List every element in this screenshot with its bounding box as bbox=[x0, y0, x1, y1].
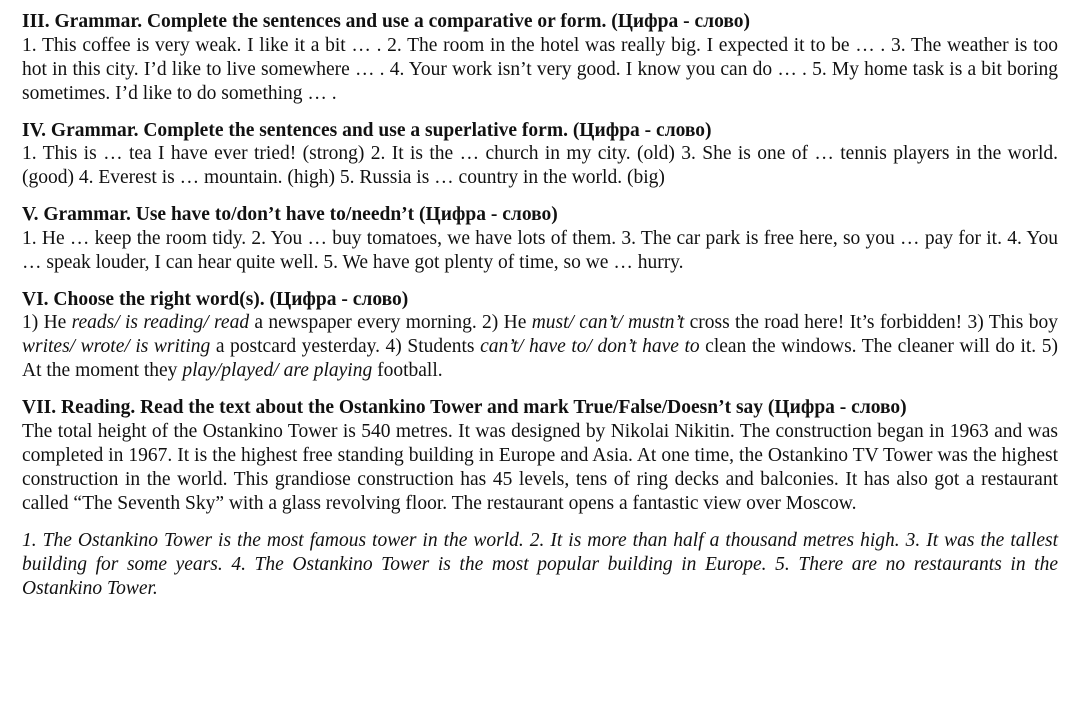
options-2: must/ can’t/ mustn’t bbox=[531, 312, 685, 333]
section-iv bbox=[22, 119, 1058, 191]
options-5: play/played/ are playing bbox=[182, 360, 373, 381]
section-vii bbox=[22, 396, 1058, 601]
text-segment: a postcard yesterday. 4) Students bbox=[210, 336, 481, 357]
section-heading: VI. Choose the right word(s). (Цифра - слово) bbox=[22, 288, 409, 310]
section-body bbox=[22, 311, 1058, 383]
options-4: can’t/ have to/ don’t have to bbox=[480, 336, 700, 357]
section-heading: V. Grammar. Use have to/don’t have to/needn’t (Цифра - слово) bbox=[22, 204, 558, 225]
options-3: writes/ wrote/ is writing bbox=[22, 336, 211, 357]
text-segment: cross the road here! It’s forbidden! 3) This boy bbox=[684, 312, 1058, 333]
section-heading: IV. Grammar. Complete the sentences and use a superlative form. (Цифра - слово) bbox=[22, 119, 712, 141]
section-heading: VII. Reading. Read the text about the Ostankino Tower and mark True/False/Doesn’t say (Цифра - слово) bbox=[22, 397, 907, 418]
section-v bbox=[22, 203, 1058, 275]
text-segment: a newspaper every morning. 2) He bbox=[249, 312, 532, 333]
section-vi bbox=[22, 288, 1058, 384]
text-segment: 1) He bbox=[22, 312, 72, 333]
reading-statements: 1. The Ostankino Tower is the most famous tower in the world. 2. It is more than half a thousand metres high. 3. It was the tallest building for some years. 4. The Ostankino Tower is the most popular building in Europe. 5. There are no restaurants in the Ostankino Tower. bbox=[22, 529, 1058, 599]
text-segment: football. bbox=[372, 360, 443, 381]
reading-text: The total height of the Ostankino Tower is 540 metres. It was designed by Nikolai Nikitin. The construction began in 1963 and was completed in 1967. It is the highest free standing building in Europe and Asia. At one time, the Ostankino TV Tower was the highest construction in the world. This grandiose construction has 45 levels, tens of ring decks and balconies. It has also got a restaurant called “The Seventh Sky” with a glass revolving floor. The restaurant opens a fantastic view over Moscow. bbox=[22, 420, 1058, 514]
section-body: 1. This is … tea I have ever tried! (strong) 2. It is the … church in my city. (old) 3. She is one of … tennis players in the world. (good) 4. Everest is … mountain. (high) 5. Russia is … country in the world. (big) bbox=[22, 143, 1058, 188]
options-1: reads/ is reading/ read bbox=[71, 312, 250, 333]
section-heading: III. Grammar. Complete the sentences and use a comparative or form. (Цифра - слово) bbox=[22, 11, 750, 32]
text-segment: clean the windows. The cleaner will do it. 5) At the moment they bbox=[22, 336, 1058, 381]
section-iii bbox=[22, 10, 1058, 106]
spacer bbox=[22, 516, 1058, 529]
section-body: 1. This coffee is very weak. I like it a bit … . 2. The room in the hotel was really big. I expected it to be … . 3. The weather is too hot in this city. I’d like to live somewhere … . 4. Your work isn’t very good. I know you can do … . 5. My home task is a bit boring sometimes. I’d like to do something … . bbox=[22, 34, 1058, 104]
section-body: 1. He … keep the room tidy. 2. You … buy tomatoes, we have lots of them. 3. The car park is free here, so you … pay for it. 4. You … speak louder, I can hear quite well. 5. We have got plenty of time, so we … hurry. bbox=[22, 227, 1058, 273]
